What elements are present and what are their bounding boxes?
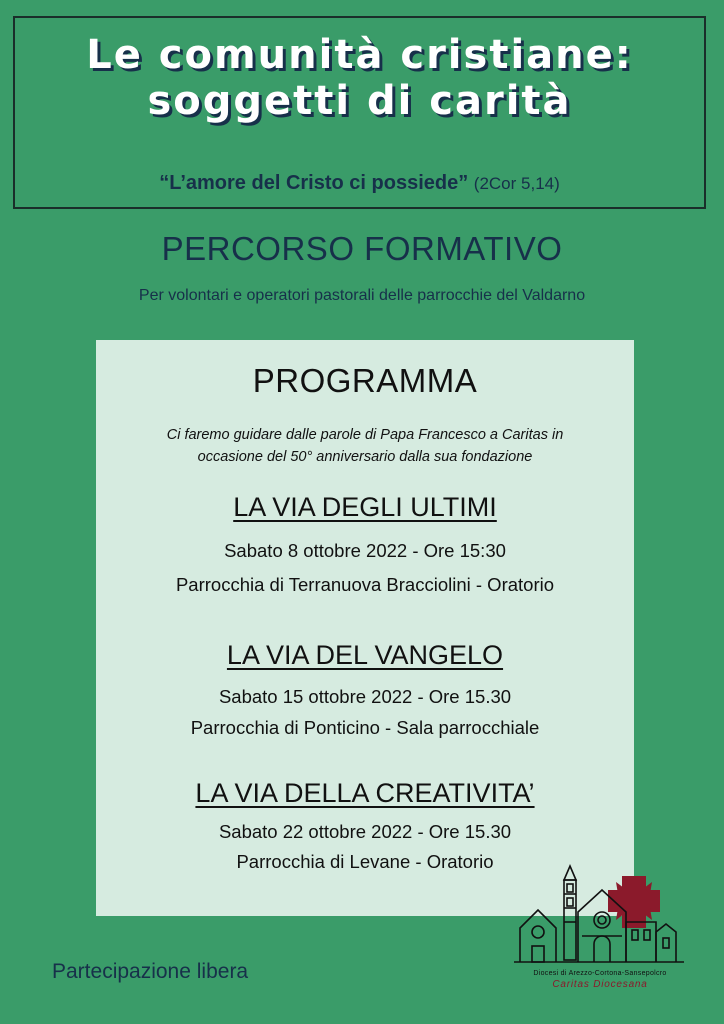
poster-title (15, 32, 704, 124)
program-title: PROGRAMMA (252, 362, 478, 399)
caritas-cathedral-logo-icon (512, 862, 688, 970)
session-3-place: Parrocchia di Levane - Oratorio (236, 851, 494, 872)
caritas-logo (512, 862, 688, 992)
intro-line-2: occasione del 50° anniversario dalla sua fondazione (197, 449, 533, 465)
percorso-title: PERCORSO FORMATIVO (161, 230, 563, 267)
bible-quote: “L’amore del Cristo ci possiede” (159, 172, 469, 194)
session-3-title: LA VIA DELLA CREATIVITA’ (195, 778, 535, 808)
percorso-subtitle: Per volontari e operatori pastorali delle parrocchie del Valdarno (138, 287, 586, 304)
header-box (13, 16, 706, 209)
logo-diocese-text: Diocesi di Arezzo-Cortona-Sansepolcro (533, 970, 667, 977)
bible-reference: (2Cor 5,14) (473, 174, 560, 193)
quote-line (15, 172, 704, 195)
session-2-place: Parrocchia di Ponticino - Sala parrocchiale (190, 717, 540, 738)
session-3-date: Sabato 22 ottobre 2022 - Ore 15.30 (218, 821, 512, 842)
session-1-title: LA VIA DEGLI ULTIMI (233, 492, 497, 522)
session-2-title: LA VIA DEL VANGELO (226, 640, 504, 670)
title-line-1: Le comunità cristiane: (86, 32, 633, 78)
participation-note: Partecipazione libera (52, 960, 249, 983)
session-1-date: Sabato 8 ottobre 2022 - Ore 15:30 (224, 540, 506, 561)
title-line-2: soggetti di carità (147, 78, 572, 124)
intro-line-1: Ci faremo guidare dalle parole di Papa Francesco a Caritas in (166, 427, 564, 443)
logo-caritas-text: Caritas Diocesana (552, 979, 648, 990)
program-panel (96, 340, 634, 916)
session-2-date: Sabato 15 ottobre 2022 - Ore 15.30 (218, 686, 512, 707)
session-1-place: Parrocchia di Terranuova Bracciolini - Oratorio (175, 574, 555, 595)
program-intro (106, 424, 624, 468)
